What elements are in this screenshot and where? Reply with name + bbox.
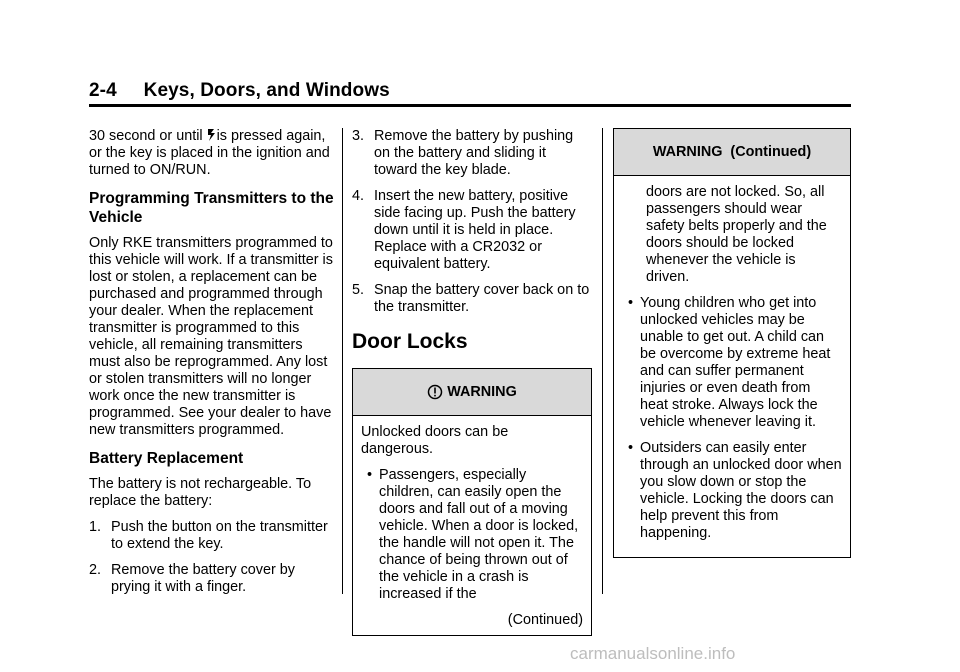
programming-paragraph: Only RKE transmitters programmed to this vehicle will work. If a transmitter is lost or stolen, a replacement can be purchased and programmed through your dealer. When the replacement transmitter is programmed to this vehicle, all remaining transmitters must also be reprogrammed. Any lost or stolen transmitters will no longer work once the new transmitter is programmed. See your dealer to have new transmitters programmed. (89, 235, 333, 438)
heading-programming: Programming Transmitters to the Vehicle (89, 190, 334, 226)
step-item (89, 562, 335, 596)
step-item (352, 282, 592, 316)
step-text: Snap the battery cover back on to the transmitter. (374, 282, 590, 315)
warning-alert-icon (427, 384, 443, 400)
intro-before: 30 second or until (89, 128, 203, 144)
column-right (613, 128, 851, 558)
step-number: 2. (89, 562, 102, 578)
step-number: 3. (352, 128, 365, 144)
warning-box-continued (613, 128, 851, 558)
warning-bullet (622, 440, 842, 542)
step-text: Remove the battery cover by prying it with a finger. (111, 562, 295, 595)
step-text: Remove the battery by pushing on the battery and sliding it toward the key blade. (374, 128, 574, 178)
warning-header (353, 369, 591, 416)
bullet-text: Young children who get into unlocked vehicles may be unable to get out. A child can be overcome by extreme heat and can suffer permanent injuries or even death from heat stroke. Always lock the vehicle whenever leaving it. (640, 295, 831, 430)
warning-box (352, 368, 592, 636)
warning-intro: Unlocked doors can be dangerous. (361, 424, 509, 457)
warning-title: WARNING (447, 383, 517, 400)
step-item (89, 519, 335, 553)
page-title: 2-4 Keys, Doors, and Windows (89, 80, 390, 101)
page-header (89, 80, 851, 102)
column-middle (352, 128, 592, 636)
step-number: 1. (89, 519, 102, 535)
step-item (352, 188, 592, 273)
intro-after: is pressed again, or the key is placed in the ignition and turned to ON/RUN. (89, 128, 330, 178)
header-rule (89, 104, 851, 107)
warning-body (353, 416, 591, 635)
column-divider (342, 128, 343, 594)
bullet-text: Outsiders can easily enter through an unlocked door when you slow down or stop the vehicle. Locking the doors can help prevent this from happening. (640, 440, 842, 541)
continued-label: (Continued) (507, 612, 583, 628)
heading-battery: Battery Replacement (89, 450, 244, 467)
step-number: 4. (352, 188, 365, 204)
warning-continuation: doors are not locked. So, all passengers should wear safety belts properly and the doors should be locked whenever the vehicle is driven. (646, 184, 827, 285)
column-divider (602, 128, 603, 594)
intro-paragraph (89, 128, 335, 179)
warning-title: WARNING (Continued) (652, 143, 812, 160)
bullet-icon: • (367, 467, 373, 483)
step-item (352, 128, 592, 179)
watermark: carmanualsonline.info (570, 644, 736, 663)
bullet-icon: • (628, 440, 634, 456)
battery-paragraph: The battery is not rechargeable. To replace the battery: (89, 476, 312, 509)
step-number: 5. (352, 282, 365, 298)
warning-header (614, 129, 850, 176)
step-text: Push the button on the transmitter to extend the key. (111, 519, 328, 552)
key-button-icon (207, 128, 217, 142)
warning-body (614, 176, 850, 557)
step-text: Insert the new battery, positive side facing up. Push the battery down until it is held in place. Replace with a CR2032 or equivalent battery. (374, 188, 576, 272)
column-left (89, 128, 335, 605)
warning-bullet (361, 467, 583, 603)
heading-door-locks: Door Locks (352, 330, 468, 353)
bullet-icon: • (628, 295, 634, 311)
warning-bullet (622, 295, 842, 431)
bullet-text: Passengers, especially children, can easily open the doors and fall out of a moving vehicle. When a door is locked, the handle will not open it. The chance of being thrown out of the vehicle in a crash is increased if the (379, 467, 579, 602)
